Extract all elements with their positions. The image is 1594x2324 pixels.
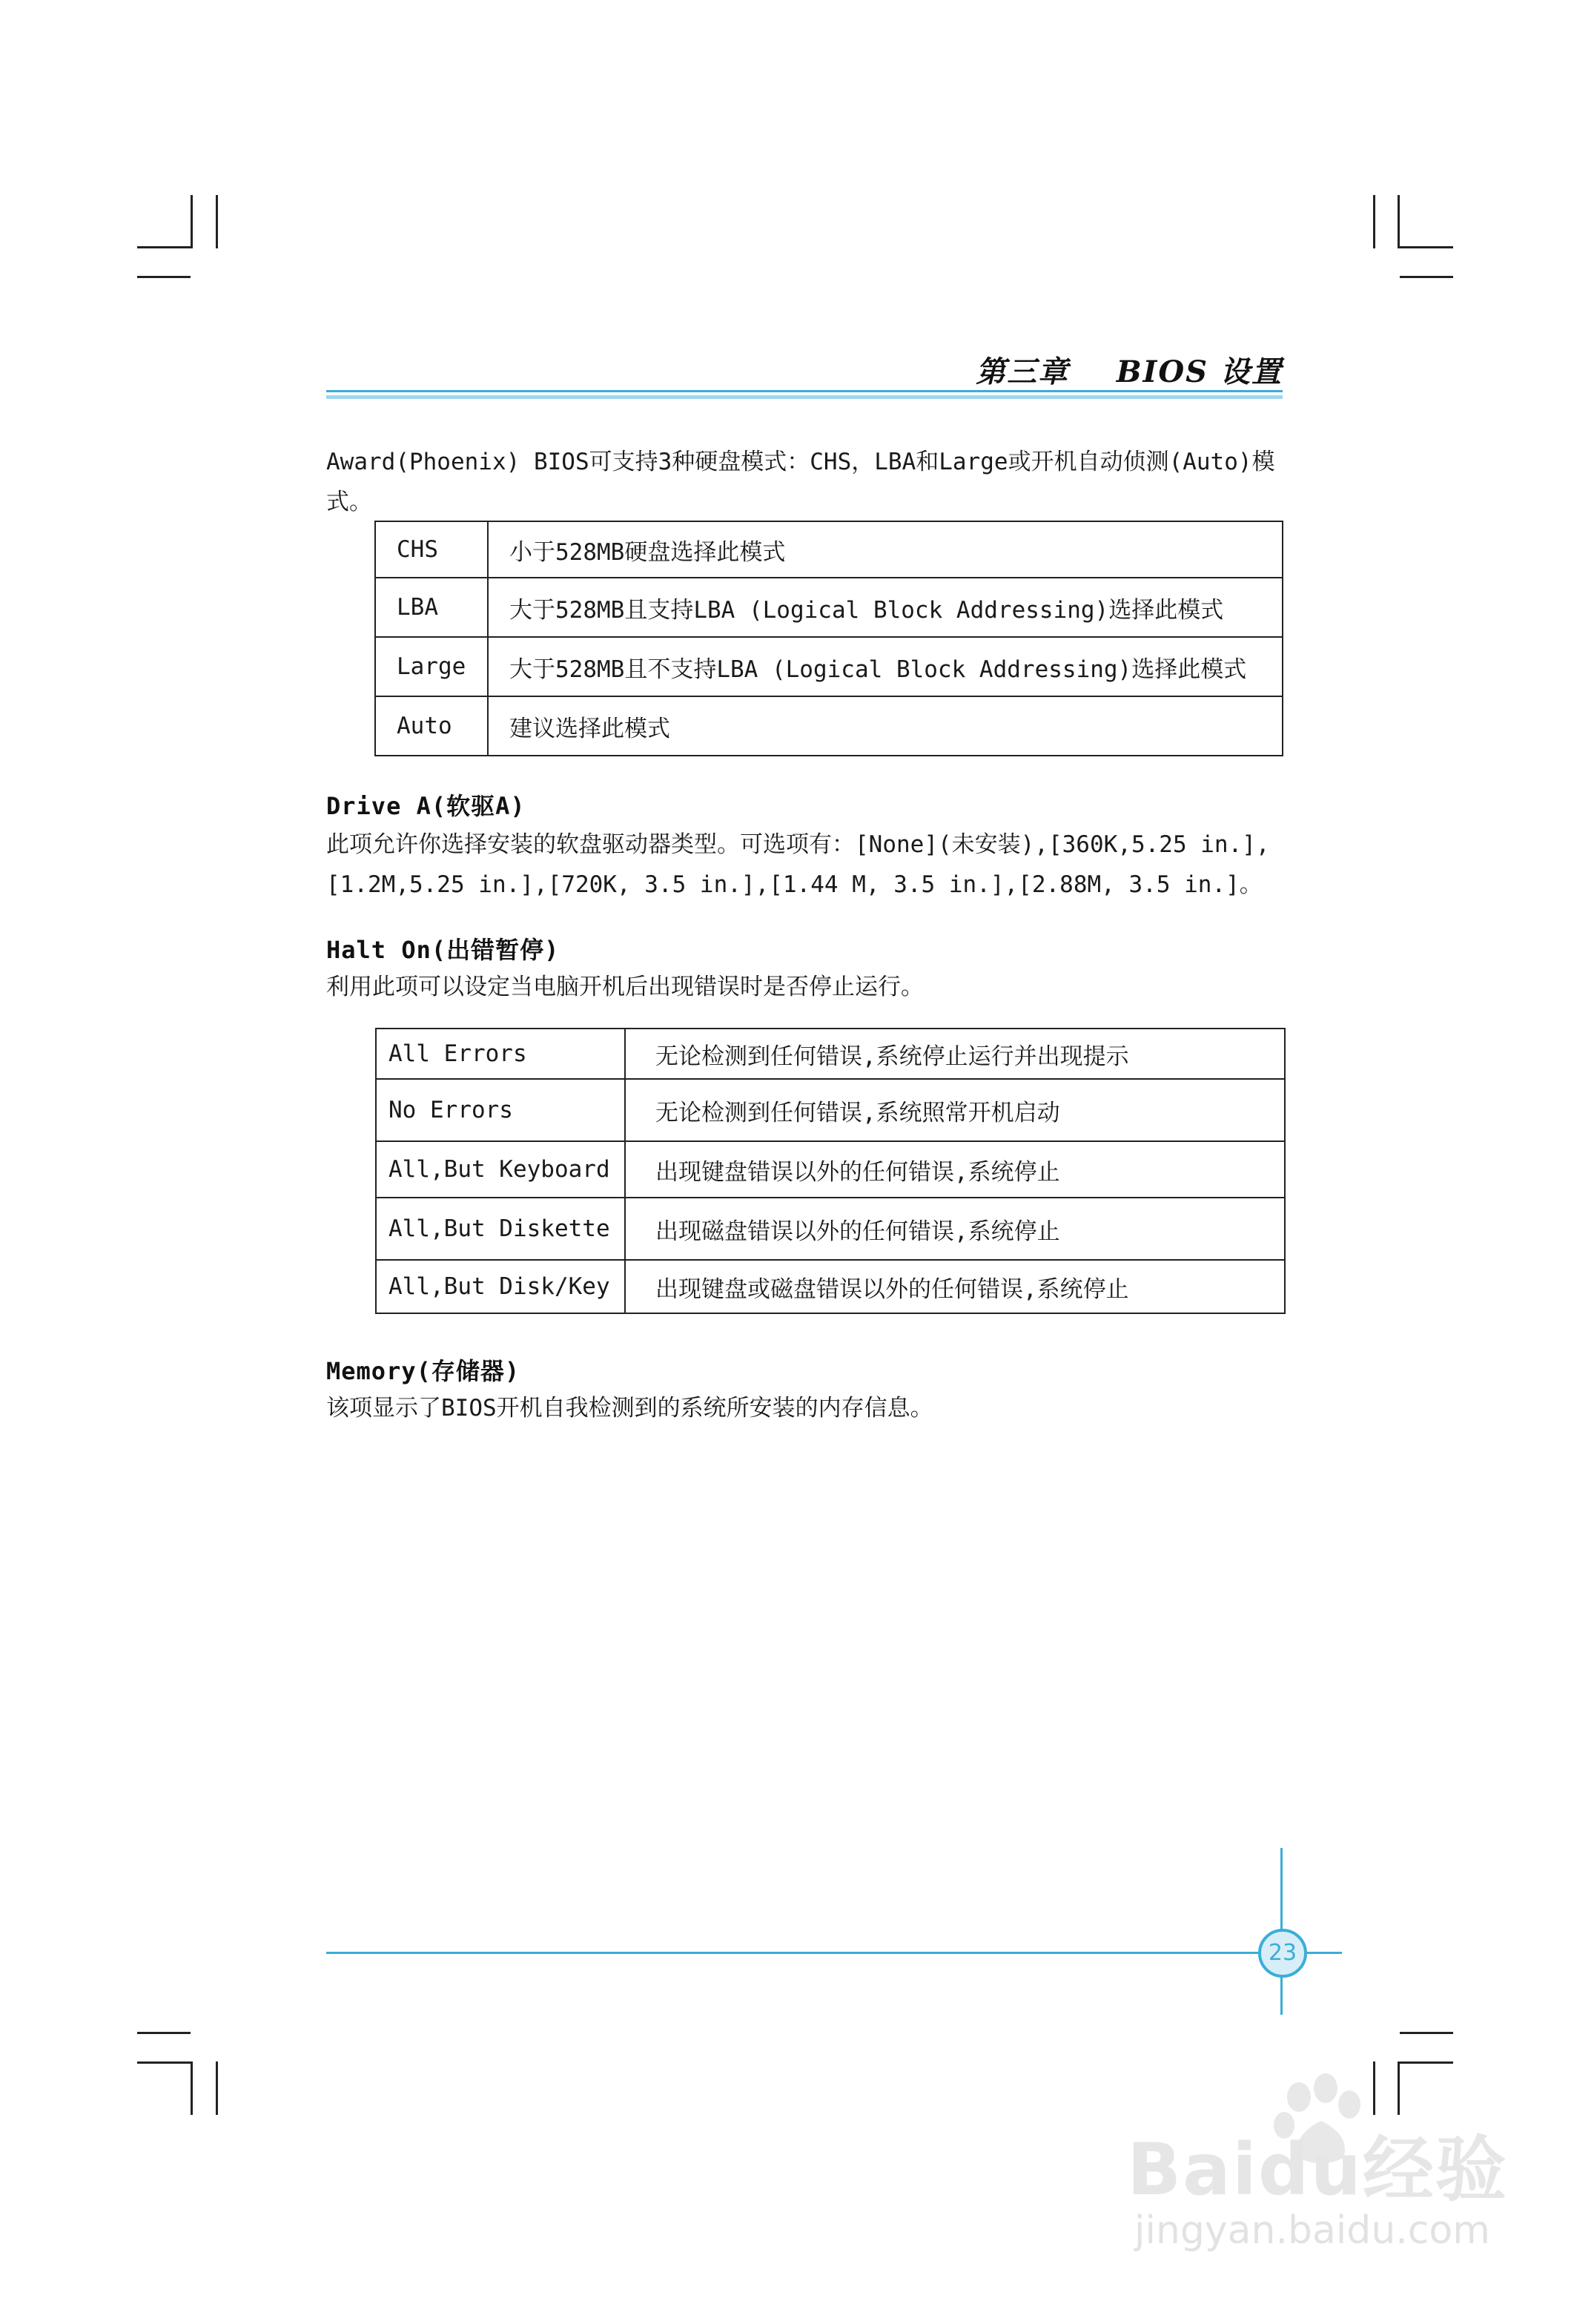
halt-desc-cell: 无论检测到任何错误,系统照常开机启动	[625, 1079, 1285, 1141]
table-row	[376, 1198, 1285, 1260]
crop-mark	[1400, 246, 1453, 248]
crop-mark	[137, 2061, 191, 2064]
crop-mark	[137, 2032, 191, 2034]
halt-option-cell: All,But Diskette	[376, 1198, 625, 1260]
halt-on-table	[375, 1028, 1286, 1314]
table-row	[375, 696, 1283, 756]
halt-desc-cell: 出现磁盘错误以外的任何错误,系统停止	[625, 1198, 1285, 1260]
crop-mark	[191, 2061, 193, 2115]
mode-cell: CHS	[375, 521, 488, 578]
halt-option-cell: No Errors	[376, 1079, 625, 1141]
halt-desc-cell: 出现键盘错误以外的任何错误,系统停止	[625, 1141, 1285, 1198]
header-rule	[326, 395, 1283, 399]
mode-desc-cell: 小于528MB硬盘选择此模式	[488, 521, 1283, 578]
header-rule	[326, 390, 1283, 392]
mode-desc-cell: 大于528MB且不支持LBA (Logical Block Addressing)选择此模式	[488, 637, 1283, 696]
watermark-brand: Baidu经验	[1127, 2128, 1508, 2211]
table-row	[375, 637, 1283, 696]
crop-mark	[191, 195, 193, 248]
table-row	[375, 521, 1283, 578]
mode-cell: Large	[375, 637, 488, 696]
hdd-mode-table	[374, 521, 1283, 756]
section-heading-memory: Memory(存储器)	[326, 1357, 520, 1385]
crop-mark	[137, 246, 191, 248]
chapter-title: 第三章 BIOS 设置	[976, 354, 1283, 389]
drive-a-line-1: 此项允许你选择安装的软盘驱动器类型。可选项有：[None](未安装),[360K,5.25 in.],	[326, 831, 1270, 858]
drive-a-line-2: [1.2M,5.25 in.],[720K, 3.5 in.],[1.44 M, 3.5 in.],[2.88M, 3.5 in.]。	[326, 871, 1263, 898]
section-heading-halt-on: Halt On(出错暂停)	[326, 936, 560, 964]
intro-paragraph: Award(Phoenix) BIOS可支持3种硬盘模式：CHS，LBA和Large或开机自动侦测(Auto)模式。	[326, 449, 1275, 515]
crop-mark	[216, 195, 218, 248]
crop-mark	[1400, 2061, 1453, 2064]
footer-rule	[326, 1952, 1342, 1954]
halt-desc-cell: 无论检测到任何错误,系统停止运行并出现提示	[625, 1029, 1285, 1079]
mode-cell: LBA	[375, 578, 488, 637]
halt-on-description: 利用此项可以设定当电脑开机后出现错误时是否停止运行。	[326, 974, 924, 1000]
crop-mark	[216, 2061, 218, 2115]
crop-mark	[137, 276, 191, 278]
crop-mark	[1400, 276, 1453, 278]
mode-desc-cell: 建议选择此模式	[488, 696, 1283, 756]
table-row	[376, 1029, 1285, 1079]
crop-mark	[1373, 2061, 1375, 2115]
mode-desc-cell: 大于528MB且支持LBA (Logical Block Addressing)选择此模式	[488, 578, 1283, 637]
page-number: 23	[1258, 1929, 1307, 1978]
watermark-url: jingyan.baidu.com	[1134, 2208, 1490, 2253]
table-row	[376, 1260, 1285, 1313]
crop-mark	[1373, 195, 1375, 248]
table-row	[376, 1141, 1285, 1198]
halt-option-cell: All,But Keyboard	[376, 1141, 625, 1198]
table-row	[375, 578, 1283, 637]
halt-option-cell: All Errors	[376, 1029, 625, 1079]
memory-description: 该项显示了BIOS开机自我检测到的系统所安装的内存信息。	[326, 1395, 933, 1422]
halt-option-cell: All,But Disk/Key	[376, 1260, 625, 1313]
crop-mark	[1398, 195, 1400, 248]
crop-mark	[1398, 2061, 1400, 2115]
crop-mark	[1400, 2032, 1453, 2034]
table-row	[376, 1079, 1285, 1141]
halt-desc-cell: 出现键盘或磁盘错误以外的任何错误,系统停止	[625, 1260, 1285, 1313]
mode-cell: Auto	[375, 696, 488, 756]
section-heading-drive-a: Drive A(软驱A)	[326, 792, 526, 820]
